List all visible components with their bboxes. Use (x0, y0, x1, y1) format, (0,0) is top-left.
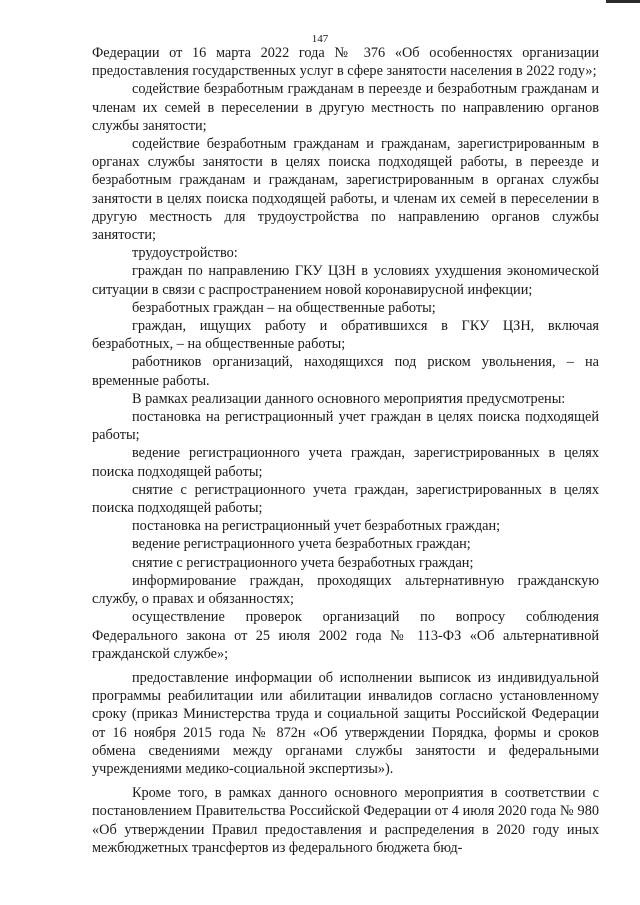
paragraph-12: снятие с регистрационного учета граждан, зарегистрированных в целях поиска подходящей работы; (92, 481, 599, 517)
paragraph-6: безработных граждан – на общественные работы; (132, 299, 436, 316)
paragraph-7: граждан, ищущих работу и обратившихся в ГКУ ЦЗН, включая безработных, – на общественные работы; (92, 318, 599, 353)
paragraph-4: трудоустройство: (132, 245, 238, 262)
paragraph-16: информирование граждан, проходящих альтернативную гражданскую службу, о правах и обязанностях; (92, 572, 599, 608)
paragraph-5: граждан по направлению ГКУ ЦЗН в условиях ухудшения экономической ситуации в связи с распространением новой коронавирусной инфекции; (92, 263, 599, 298)
paragraph-1: Федерации от 16 марта 2022 года № 376 «Об особенностях организации предоставления государственных услуг в сфере занятости населения в 2022 году»; (92, 45, 599, 80)
document-body (92, 44, 599, 857)
paragraph-2: содействие безработным гражданам в переезде и безработным гражданам и членам их семей в переселении в другую местность по направлению органов службы занятости; (92, 81, 599, 134)
paragraph-18: предоставление информации об исполнении выписок из индивидуальной программы реабилитации или абилитации инвалидов согласно установленному сроку (приказ Министерства труда и социальной защиты Российской Федерации от 16 ноября 2015 года № 872н «Об утверждении Порядка, формы и сроков обмена сведениями между органами службы занятости и федеральными учреждениями медико-социальной экспертизы»). (92, 669, 599, 777)
paragraph-8: работников организаций, находящихся под риском увольнения, – на временные работы. (92, 354, 599, 389)
paragraph-19: Кроме того, в рамках данного основного мероприятия в соответствии с постановлением Правительства Российской Федерации от 4 июля 2020 года № 980 «Об утверждении Правил предоставления и распределения в 2020 году иных межбюджетных трансфертов из федерального бюджета бюд- (92, 785, 599, 856)
paragraph-11: ведение регистрационного учета граждан, зарегистрированных в целях поиска подходящей работы; (92, 445, 599, 480)
paragraph-14: ведение регистрационного учета безработных граждан; (132, 536, 471, 553)
scan-edge-mark (606, 0, 640, 3)
paragraph-3: содействие безработным гражданам и гражданам, зарегистрированным в органах службы занятости в целях поиска подходящей работы, в переезде и безработным гражданам и гражданам, зарегистрированным в органах службы занятости в целях поиска подходящей работы, и членам их семей в переселении в другую местность для трудоустройства по направлению органов службы занятости; (92, 136, 599, 244)
paragraph-17: осуществление проверок организаций по вопросу соблюдения Федерального закона от 25 июля 2002 года № 113-ФЗ «Об альтернативной гражданской службе»; (92, 609, 599, 662)
paragraph-9: В рамках реализации данного основного мероприятия предусмотрены: (132, 390, 566, 407)
paragraph-15: снятие с регистрационного учета безработных граждан; (132, 554, 474, 571)
page-number: 147 (311, 33, 329, 45)
paragraph-10: постановка на регистрационный учет граждан в целях поиска подходящей работы; (92, 409, 599, 444)
paragraph-13: постановка на регистрационный учет безработных граждан; (132, 518, 501, 535)
